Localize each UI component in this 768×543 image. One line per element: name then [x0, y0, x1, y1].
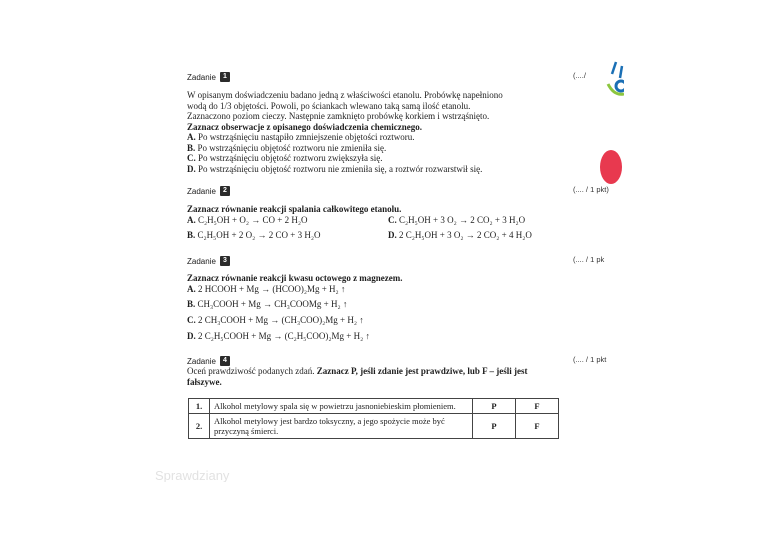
task-3-instruction: Zaznacz równanie reakcji kwasu octowego z magnezem.	[187, 273, 403, 283]
option-letter: B.	[187, 230, 196, 240]
false-option-cell[interactable]: F	[516, 414, 559, 439]
row-number: 2.	[189, 414, 210, 439]
footer-watermark: Sprawdziany	[155, 468, 230, 482]
statement-text: Alkohol metylowy jest bardzo toksyczny, a jego spożycie może być przyczyną śmierci.	[210, 414, 473, 439]
task-1-intro-line: Zaznaczono poziom cieczy. Następnie zamknięto probówkę korkiem i wstrząśnięto.	[187, 111, 490, 121]
option-text: 2 C₂H₅COOH + Mg → (C₂H₅COO)₂Mg + H₂ ↑	[198, 331, 370, 341]
table-row	[189, 414, 559, 439]
option-letter: A.	[187, 215, 196, 225]
option-letter: C.	[388, 215, 397, 225]
task-4-points: (.... / 1 pkt	[573, 355, 607, 364]
task-2-option-d[interactable]	[388, 230, 532, 241]
worksheet-page	[155, 40, 615, 480]
task-3-option-b[interactable]	[187, 299, 347, 310]
option-letter: A.	[187, 132, 196, 142]
option-text: 2 C₂H₅OH + 3 O₂ → 2 CO₂ + 4 H₂O	[399, 230, 532, 240]
task-1-points: (..../	[573, 71, 586, 80]
decorative-red-shape	[600, 150, 622, 184]
task-1-option-a[interactable]	[187, 132, 567, 143]
option-text: CH₃COOH + Mg → CH₃COOMg + H₂ ↑	[197, 299, 348, 309]
option-text: 2 HCOOH + Mg → (HCOO)₂Mg + H₂ ↑	[198, 284, 346, 294]
task-1-label	[187, 72, 230, 82]
option-text: Po wstrząśnięciu nastąpiło zmniejszenie objętości roztworu.	[198, 132, 415, 142]
task-4-label	[187, 356, 230, 366]
task-2-points: (.... / 1 pkt)	[573, 185, 609, 194]
task-label-text: Zadanie	[187, 186, 216, 196]
option-letter: C.	[187, 153, 196, 163]
option-letter: D.	[187, 163, 196, 174]
option-text: C₂H₅OH + O₂ → CO + 2 H₂O	[198, 215, 308, 225]
option-letter: B.	[187, 142, 196, 153]
task-2-option-b[interactable]	[187, 230, 320, 241]
false-option-cell[interactable]: F	[516, 399, 559, 414]
task-number-badge: 2	[220, 186, 230, 196]
task-3-points: (.... / 1 pk	[573, 255, 605, 264]
option-text: C₂H₅OH + 3 O₂ → 2 CO₂ + 3 H₂O	[399, 215, 526, 225]
option-text: C₂H₅OH + 2 O₂ → 2 CO + 3 H₂O	[197, 230, 321, 240]
task-1-intro-line: W opisanym doświadczeniu badano jedną z właściwości etanolu. Probówkę napełniono	[187, 90, 503, 100]
option-letter: B.	[187, 299, 196, 309]
task-2-label	[187, 186, 230, 196]
task-label-text: Zadanie	[187, 356, 216, 366]
task-4-instruction: Zaznacz P, jeśli zdanie jest prawdziwe, lub F – jeśli jest fałszywe.	[187, 366, 528, 387]
option-text: Po wstrząśnięciu objętość roztworu nie zmieniła się, a roztwór rozwarstwił się.	[198, 163, 483, 174]
task-3-label	[187, 256, 230, 266]
task-1-option-c[interactable]	[187, 153, 567, 164]
task-1-body	[187, 90, 567, 174]
true-false-table	[188, 398, 559, 439]
task-number-badge: 1	[220, 72, 230, 82]
option-text: 2 CH₃COOH + Mg → (CH₃COO)₂Mg + H₂ ↑	[198, 315, 364, 325]
task-label-text: Zadanie	[187, 256, 216, 266]
row-number: 1.	[189, 399, 210, 414]
task-4-intro-text: Oceń prawdziwość podanych zdań.	[187, 366, 315, 376]
option-text: Po wstrząśnięciu objętość roztworu zwiększyła się.	[198, 153, 383, 163]
task-2-option-a[interactable]	[187, 215, 307, 226]
task-1-option-d[interactable]	[187, 164, 567, 175]
task-label-text: Zadanie	[187, 72, 216, 82]
option-letter: D.	[388, 230, 397, 240]
task-2-instruction: Zaznacz równanie reakcji spalania całkowitego etanolu.	[187, 204, 402, 214]
option-letter: A.	[187, 284, 196, 294]
table-row	[189, 399, 559, 414]
task-2-option-c[interactable]	[388, 215, 525, 226]
task-number-badge: 4	[220, 356, 230, 366]
option-text: Po wstrząśnięciu objętość roztworu nie zmieniła się.	[197, 142, 387, 153]
task-3-option-a[interactable]	[187, 284, 345, 295]
task-1-option-b[interactable]	[187, 143, 567, 154]
option-letter: C.	[187, 315, 196, 325]
task-3-option-c[interactable]	[187, 315, 364, 326]
task-1-instruction: Zaznacz obserwacje z opisanego doświadczenia chemicznego.	[187, 121, 422, 132]
option-letter: D.	[187, 331, 196, 341]
true-option-cell[interactable]: P	[473, 399, 516, 414]
statement-text: Alkohol metylowy spala się w powietrzu jasnoniebieskim płomieniem.	[210, 399, 473, 414]
publisher-logo-icon	[594, 60, 624, 104]
true-option-cell[interactable]: P	[473, 414, 516, 439]
task-3-option-d[interactable]	[187, 331, 370, 342]
task-4-intro	[187, 366, 557, 387]
task-number-badge: 3	[220, 256, 230, 266]
task-1-intro-line: wodą do 1/3 objętości. Powoli, po ściankach wlewano taką samą ilość etanolu.	[187, 100, 471, 111]
